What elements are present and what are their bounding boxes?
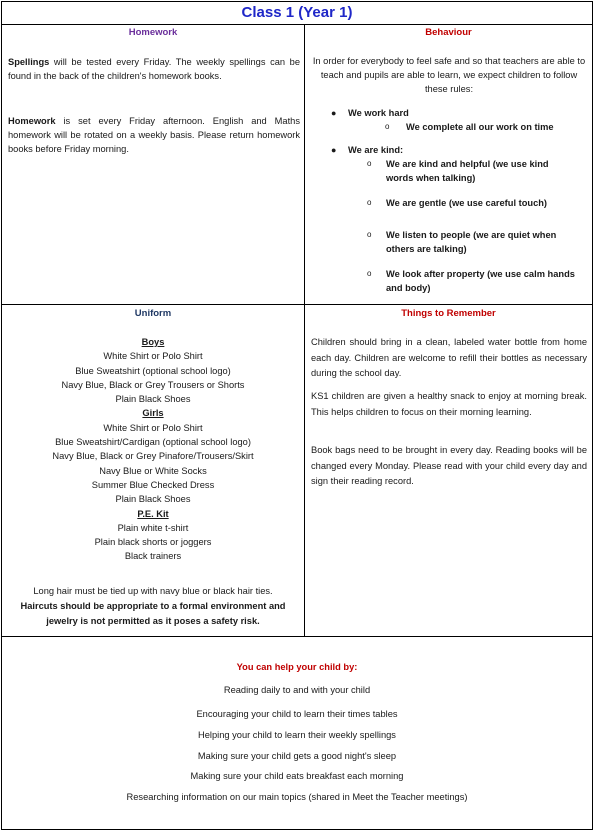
boys-item: Navy Blue, Black or Grey Trousers or Shorts bbox=[61, 379, 245, 390]
page-title: Class 1 (Year 1) bbox=[241, 4, 353, 21]
circle-bullet-icon: o bbox=[367, 230, 372, 239]
uniform-section bbox=[2, 305, 304, 636]
behaviour-section: Behaviour In order for everybody to feel safe and so that teachers are able to teach and pupils are able to learn, we expect children to follow these rules: ● We work hard o We complete all our work on time ● We are kind: o We are kind and helpful (we use kind words when talking) o We are gentle (we use careful touch) o We listen to people (we are quiet when others are talking) o We look after property (we use calm hands and body) bbox=[305, 24, 592, 304]
spellings-paragraph bbox=[8, 55, 300, 83]
homework-header: Homework bbox=[128, 27, 178, 38]
behaviour-header: Behaviour bbox=[425, 27, 472, 38]
pe-item: Plain black shorts or joggers bbox=[94, 537, 212, 548]
girls-item: Navy Blue or White Socks bbox=[99, 465, 207, 476]
help-item: Reading daily to and with your child bbox=[223, 685, 371, 695]
spellings-text: will be tested every Friday. The weekly spellings can be found in the back of the children's homework books. bbox=[8, 57, 300, 81]
boys-label: Boys bbox=[141, 337, 165, 347]
girls-item: Plain Black Shoes bbox=[115, 494, 191, 505]
help-item: Researching information on our main topics (shared in Meet the Teacher meetings) bbox=[126, 792, 468, 802]
uniform-header: Uniform bbox=[134, 308, 172, 319]
hair-note: Long hair must be tied up with navy blue or black hair ties. bbox=[33, 586, 273, 596]
behaviour-intro: In order for everybody to feel safe and so that teachers are able to teach and pupils are able to learn, we expect children to follow these rules: bbox=[312, 56, 586, 94]
remember-item: Book bags need to be brought in every day. Reading books will be changed every Monday. Please read with your child every day and sign their reading record. bbox=[311, 445, 587, 486]
boys-item: Blue Sweatshirt (optional school logo) bbox=[75, 365, 231, 376]
circle-bullet-icon: o bbox=[367, 269, 372, 278]
homework-section bbox=[2, 24, 304, 304]
remember-item: KS1 children are given a healthy snack to enjoy at morning break. This helps children to focus on their morning learning. bbox=[311, 391, 587, 417]
help-item: Helping your child to learn their weekly spellings bbox=[198, 730, 396, 740]
uniform-list bbox=[2, 335, 304, 564]
spellings-label: Spellings bbox=[8, 57, 50, 67]
girls-item: Navy Blue, Black or Grey Pinafore/Trousers/Skirt bbox=[52, 451, 254, 462]
remember-section bbox=[305, 305, 592, 636]
homework-text: is set every Friday afternoon. English and Maths homework will be rotated on a weekly basis. Please return homework books before Friday morning. bbox=[8, 116, 300, 154]
pe-item: Plain white t-shirt bbox=[117, 522, 189, 533]
help-header: You can help your child by: bbox=[236, 662, 358, 672]
homework-label: Homework bbox=[8, 116, 56, 126]
girls-item: Summer Blue Checked Dress bbox=[91, 479, 215, 490]
circle-bullet-icon: o bbox=[385, 122, 390, 131]
circle-bullet-icon: o bbox=[367, 198, 372, 207]
pe-item: Black trainers bbox=[124, 551, 182, 562]
pe-kit-label: P.E. Kit bbox=[137, 508, 169, 519]
bullet-icon: ● bbox=[331, 108, 337, 118]
girls-item: Blue Sweatshirt/Cardigan (optional school logo) bbox=[55, 437, 251, 448]
help-item: Making sure your child gets a good night's sleep bbox=[197, 751, 397, 761]
circle-bullet-icon: o bbox=[367, 159, 372, 168]
bullet-icon: ● bbox=[331, 145, 337, 155]
help-section bbox=[2, 637, 592, 829]
help-item: Encouraging your child to learn their times tables bbox=[196, 709, 398, 719]
girls-label: Girls bbox=[142, 408, 164, 419]
remember-item: Children should bring in a clean, labeled water bottle from home each day. Children are welcome to refill their bottles as necessary during the school day. bbox=[311, 337, 587, 378]
help-item: Making sure your child eats breakfast each morning bbox=[190, 771, 404, 781]
boys-item: Plain Black Shoes bbox=[115, 394, 191, 405]
girls-item: White Shirt or Polo Shirt bbox=[103, 422, 203, 433]
homework-paragraph bbox=[8, 114, 300, 156]
remember-header: Things to Remember bbox=[401, 308, 496, 319]
title-row bbox=[2, 2, 592, 25]
boys-item: White Shirt or Polo Shirt bbox=[103, 351, 203, 362]
haircut-note: Haircuts should be appropriate to a formal environment and jewelry is not permitted as it poses a safety risk. bbox=[20, 601, 286, 626]
